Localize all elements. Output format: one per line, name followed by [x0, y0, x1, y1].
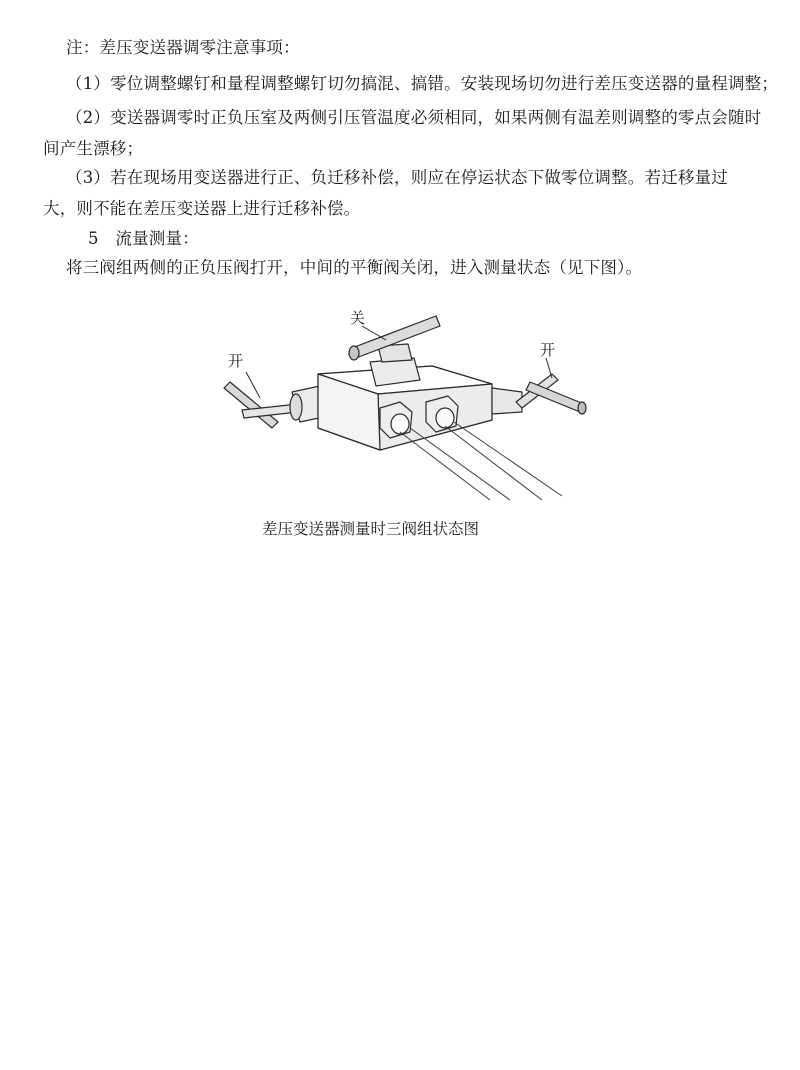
label-open-left: 开	[228, 352, 244, 370]
section-heading: 5 流量测量：	[88, 229, 199, 248]
note-item-2-continuation: 间产生漂移；	[43, 139, 144, 158]
figure-caption: 差压变送器测量时三阀组状态图	[262, 520, 480, 538]
note-title: 注：差压变送器调零注意事项：	[66, 38, 300, 57]
note-item-3: （3）若在现场用变送器进行正、负迁移补偿，则应在停运状态下做零位调整。若迁移量过	[66, 168, 728, 187]
three-valve-manifold-figure	[200, 300, 600, 510]
section-text: 将三阀组两侧的正负压阀打开，中间的平衡阀关闭，进入测量状态（见下图）。	[66, 258, 643, 277]
note-item-1: （1）零位调整螺钉和量程调整螺钉切勿搞混、搞错。安装现场切勿进行差压变送器的量程调整；	[66, 74, 779, 93]
manifold-illustration	[200, 300, 600, 510]
note-item-2: （2）变送器调零时正负压室及两侧引压管温度必须相同，如果两侧有温差则调整的零点会随时	[66, 108, 762, 127]
note-item-3-continuation: 大，则不能在差压变送器上进行迁移补偿。	[43, 199, 361, 218]
label-open-right: 开	[540, 341, 556, 359]
label-closed: 关	[350, 309, 366, 327]
